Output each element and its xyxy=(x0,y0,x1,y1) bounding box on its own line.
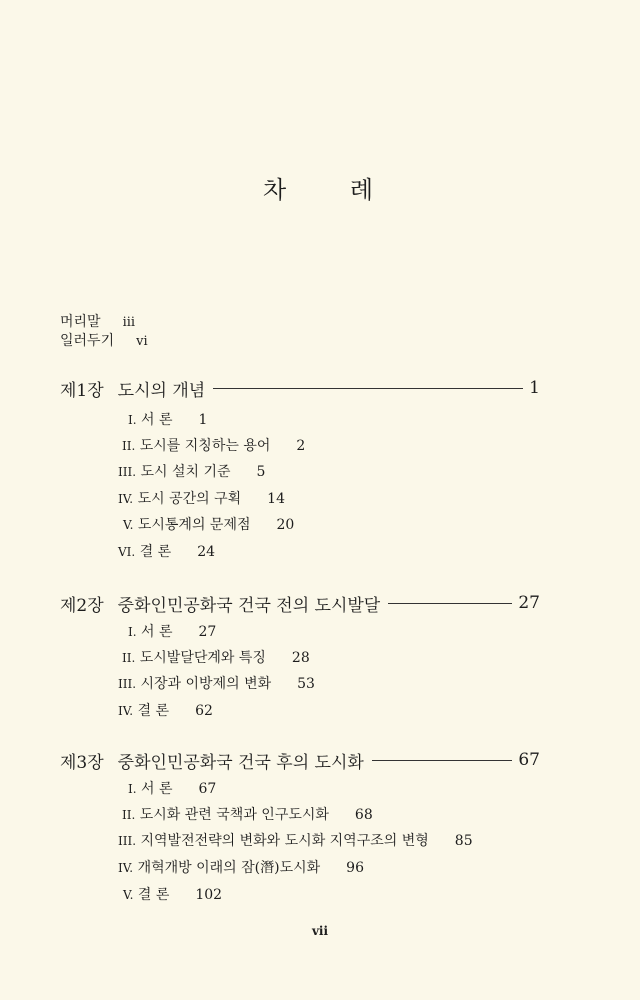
leader-rule xyxy=(388,603,512,604)
section-entry xyxy=(128,621,216,641)
chapter-page: 27 xyxy=(518,593,540,613)
section-title: 도시발달단계와 특징 xyxy=(139,650,266,666)
chapter-title: 도시의 개념 xyxy=(117,380,206,401)
front-matter-page: iii xyxy=(122,315,136,330)
front-matter-label: 일러두기 xyxy=(60,333,115,349)
section-title: 도시화 관련 국책과 인구도시화 xyxy=(139,807,329,823)
section-roman: IV. xyxy=(118,492,134,506)
section-entry xyxy=(118,700,213,720)
section-entry xyxy=(128,409,207,429)
section-page: 68 xyxy=(354,807,373,823)
chapter-number: 제2장 xyxy=(60,595,104,616)
section-page: 5 xyxy=(256,464,266,480)
section-entry xyxy=(122,804,373,824)
page-title: 차 례 xyxy=(263,176,401,204)
section-title: 도시 공간의 구획 xyxy=(137,491,242,507)
section-title: 서 론 xyxy=(141,781,173,797)
section-roman: III. xyxy=(118,834,137,848)
section-page: 2 xyxy=(296,438,306,454)
section-title: 개혁개방 이래의 잠(潛)도시화 xyxy=(137,860,321,876)
front-matter-label: 머리말 xyxy=(60,314,101,330)
section-title: 도시통계의 문제점 xyxy=(137,517,251,533)
section-page: 96 xyxy=(346,860,364,876)
chapter-page: 67 xyxy=(518,750,540,770)
page-number-footer: vii xyxy=(311,924,329,938)
section-entry xyxy=(118,830,473,850)
section-title: 도시를 지칭하는 용어 xyxy=(139,438,271,454)
chapter-number: 제3장 xyxy=(60,752,104,773)
section-roman: IV. xyxy=(118,704,134,718)
section-roman: II. xyxy=(122,439,136,453)
section-page: 24 xyxy=(197,544,216,560)
section-page: 28 xyxy=(291,650,310,666)
section-roman: VI. xyxy=(118,545,136,559)
section-roman: III. xyxy=(118,465,137,479)
chapter-heading xyxy=(60,376,540,400)
chapter-title: 중화인민공화국 건국 후의 도시화 xyxy=(117,752,364,773)
section-entry xyxy=(122,435,305,455)
section-page: 85 xyxy=(454,833,473,849)
section-page: 14 xyxy=(267,491,285,507)
section-entry xyxy=(122,647,310,667)
section-entry xyxy=(123,884,222,904)
section-entry xyxy=(128,778,216,798)
section-page: 27 xyxy=(198,624,217,640)
section-title: 서 론 xyxy=(141,624,173,640)
section-title: 지역발전전략의 변화와 도시화 지역구조의 변형 xyxy=(140,833,429,849)
section-entry xyxy=(123,514,294,534)
section-roman: IV. xyxy=(118,861,134,875)
section-entry xyxy=(118,541,215,561)
section-roman: V. xyxy=(123,888,134,902)
section-roman: I. xyxy=(128,413,137,427)
section-entry xyxy=(118,673,315,693)
front-matter-item xyxy=(60,330,148,350)
section-page: 1 xyxy=(198,412,208,428)
chapter-title: 중화인민공화국 건국 전의 도시발달 xyxy=(117,595,381,616)
chapter-page: 1 xyxy=(529,378,540,398)
section-title: 결 론 xyxy=(139,544,172,560)
section-title: 서 론 xyxy=(141,412,173,428)
section-title: 도시 설치 기준 xyxy=(140,464,231,480)
chapter-heading xyxy=(60,748,540,772)
chapter-heading xyxy=(60,591,540,615)
section-roman: II. xyxy=(122,651,136,665)
section-title: 결 론 xyxy=(137,703,170,719)
section-roman: V. xyxy=(123,518,134,532)
section-page: 62 xyxy=(195,703,213,719)
section-entry xyxy=(118,488,285,508)
section-entry xyxy=(118,857,364,877)
section-title: 결 론 xyxy=(137,887,170,903)
front-matter-item xyxy=(60,311,135,331)
leader-rule xyxy=(372,760,513,761)
section-roman: I. xyxy=(128,625,137,639)
section-page: 53 xyxy=(297,676,315,692)
section-roman: I. xyxy=(128,782,137,796)
section-roman: II. xyxy=(122,808,136,822)
front-matter-page: vi xyxy=(136,334,148,349)
leader-rule xyxy=(213,388,523,389)
section-roman: III. xyxy=(118,677,137,691)
section-page: 102 xyxy=(195,887,223,903)
chapter-number: 제1장 xyxy=(60,380,104,401)
section-title: 시장과 이방제의 변화 xyxy=(140,676,272,692)
section-page: 20 xyxy=(276,517,295,533)
section-entry xyxy=(118,461,265,481)
section-page: 67 xyxy=(198,781,217,797)
